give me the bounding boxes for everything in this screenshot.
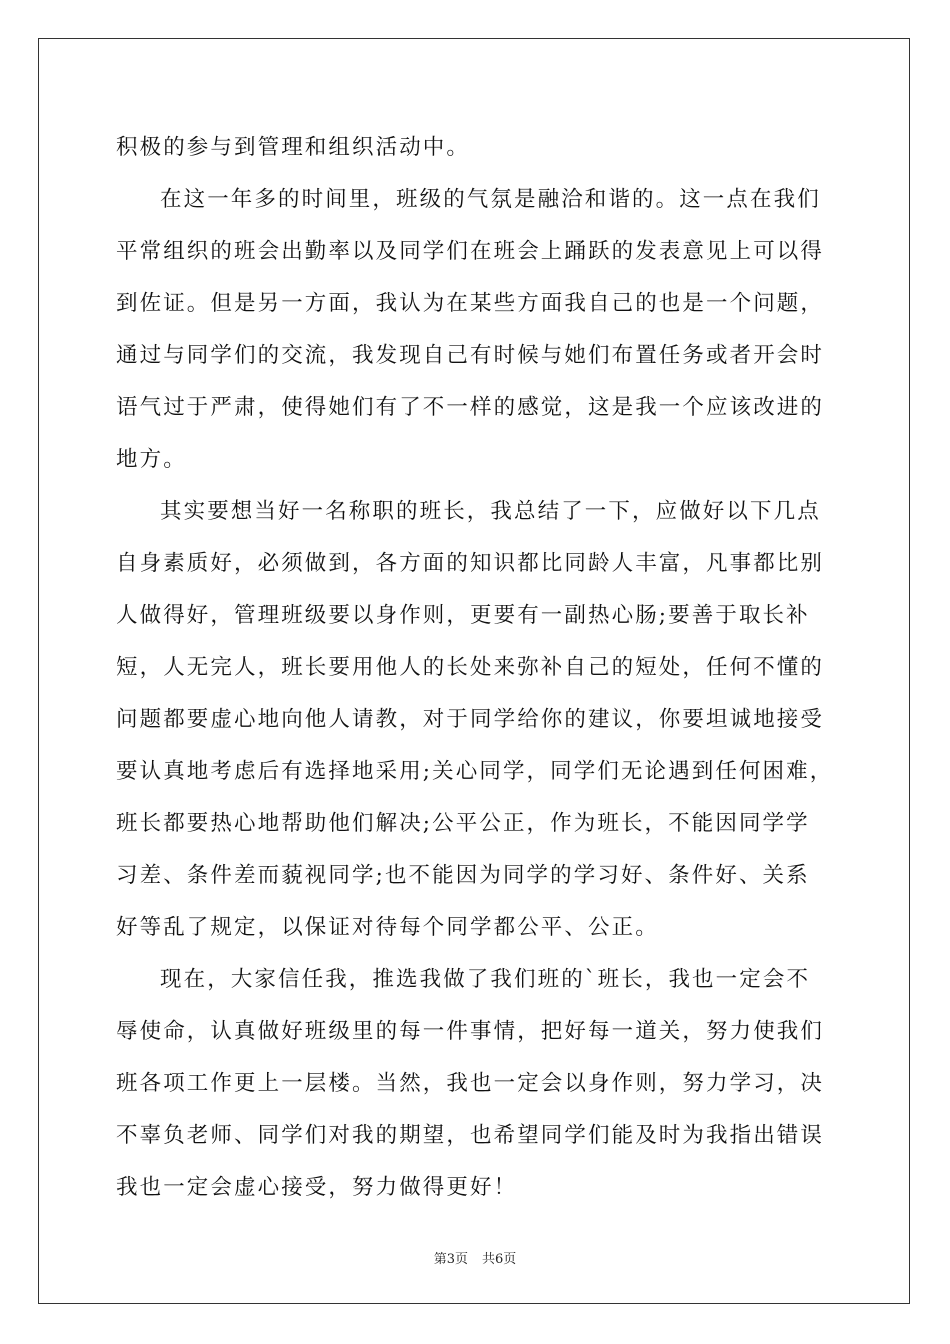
text-line: 人做得好，管理班级要以身作则，更要有一副热心肠;要善于取长补 bbox=[116, 603, 810, 628]
text-line: 班长都要热心地帮助他们解决;公平公正，作为班长，不能因同学学 bbox=[116, 811, 810, 836]
text-line: 到佐证。但是另一方面，我认为在某些方面我自己的也是一个问题， bbox=[116, 291, 825, 316]
text-line: 不辜负老师、同学们对我的期望，也希望同学们能及时为我指出错误 bbox=[116, 1123, 825, 1148]
text-line: 其实要想当好一名称职的班长，我总结了一下，应做好以下几点 bbox=[160, 499, 821, 524]
text-line: 地方。 bbox=[116, 447, 187, 472]
text-line: 要认真地考虑后有选择地采用;关心同学，同学们无论遇到任何困难， bbox=[116, 759, 834, 784]
text-line: 积极的参与到管理和组织活动中。 bbox=[116, 135, 471, 160]
text-line: 平常组织的班会出勤率以及同学们在班会上踊跃的发表意见上可以得 bbox=[116, 239, 825, 264]
text-line: 自身素质好，必须做到，各方面的知识都比同龄人丰富，凡事都比别 bbox=[116, 551, 825, 576]
page-footer bbox=[0, 1248, 950, 1267]
text-line: 辱使命，认真做好班级里的每一件事情，把好每一道关，努力使我们 bbox=[116, 1019, 825, 1044]
text-line: 我也一定会虚心接受，努力做得更好！ bbox=[116, 1175, 518, 1200]
text-line: 习差、条件差而藐视同学;也不能因为同学的学习好、条件好、关系 bbox=[116, 863, 810, 888]
text-line: 短，人无完人，班长要用他人的长处来弥补自己的短处，任何不懂的 bbox=[116, 655, 825, 680]
page-number: 第3页 bbox=[433, 1252, 468, 1267]
text-line: 在这一年多的时间里，班级的气氛是融洽和谐的。这一点在我们 bbox=[160, 187, 821, 212]
text-line: 语气过于严肃，使得她们有了不一样的感觉，这是我一个应该改进的 bbox=[116, 395, 825, 420]
text-line: 好等乱了规定，以保证对待每个同学都公平、公正。 bbox=[116, 915, 659, 940]
page-total: 共6页 bbox=[482, 1252, 517, 1267]
text-line: 问题都要虚心地向他人请教，对于同学给你的建议，你要坦诚地接受 bbox=[116, 707, 825, 732]
text-line: 班各项工作更上一层楼。当然，我也一定会以身作则，努力学习，决 bbox=[116, 1071, 825, 1096]
text-line: 现在，大家信任我，推选我做了我们班的`班长，我也一定会不 bbox=[160, 967, 811, 992]
text-line: 通过与同学们的交流，我发现自己有时候与她们布置任务或者开会时 bbox=[116, 343, 825, 368]
